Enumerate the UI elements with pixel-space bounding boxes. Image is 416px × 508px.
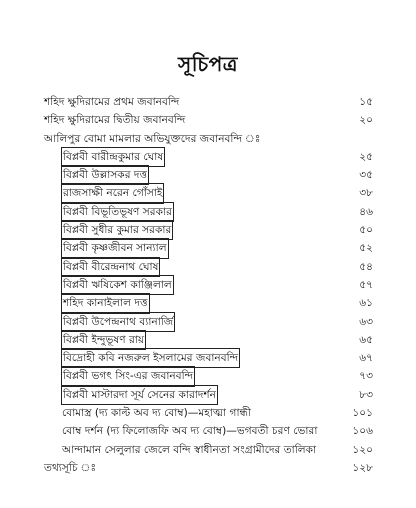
toc-entry-title: বিপ্লবী বীরেন্দ্রনাথ ঘোষ xyxy=(62,258,159,276)
toc-entry xyxy=(0,239,416,257)
toc-entry-title: রাজসাক্ষী নরেন গোঁসাই xyxy=(62,184,163,202)
toc-entry xyxy=(0,367,416,385)
toc-entry xyxy=(0,422,416,440)
toc-entry xyxy=(0,93,416,111)
toc-entry xyxy=(0,441,416,459)
toc-entry-page-number: ৩৫ xyxy=(359,169,373,182)
toc-entry xyxy=(0,148,416,166)
toc-entry xyxy=(0,276,416,294)
toc-entry xyxy=(0,386,416,404)
toc-entry-title: তথ্যসূচি ঃ xyxy=(44,461,97,474)
toc-entry xyxy=(0,404,416,422)
toc-entry xyxy=(0,166,416,184)
toc-entry-page-number: ৭৩ xyxy=(359,370,373,383)
toc-entry xyxy=(0,258,416,276)
toc-entry-page-number: ৬১ xyxy=(359,297,373,310)
toc-entry-title: শহিদ ক্ষুদিরামের প্রথম জবানবন্দি xyxy=(44,96,180,108)
toc-entry-page-number: ১২৮ xyxy=(352,461,373,474)
toc-entry-title: আলিপুর বোমা মামলার অভিযুক্তদের জবানবন্দি ঃ xyxy=(44,132,261,145)
toc-entry-title: বিপ্লবী বিভূতিভূষণ সরকার xyxy=(62,203,173,221)
toc-entry-page-number: ৫০ xyxy=(359,224,373,237)
toc-entry-page-number: ৫২ xyxy=(359,242,373,255)
toc-entry-page-number: ৬৫ xyxy=(359,333,373,346)
page-title: সূচিপত্র xyxy=(178,52,238,76)
toc-entry-page-number: ১০৬ xyxy=(352,425,373,438)
toc-entry xyxy=(0,331,416,349)
toc-entry-title: বিপ্লবী উল্লাসকর দত্ত xyxy=(62,166,148,184)
toc-entry xyxy=(0,221,416,239)
toc-entry-title: বোম্ব দর্শন (দ্য ফিলোজফি অব দ্য বোম্ব)—ভগবতী চরণ ভোরা xyxy=(62,425,318,438)
toc-entry xyxy=(0,294,416,312)
toc-entry-title: বিপ্লবী ভগৎ সিং-এর জবানবন্দি xyxy=(62,367,194,385)
toc-entry-title: বোমাস্ত্র (দ্য কাল্ট অব দ্য বোম্ব)—মহাত্মা গান্ধী xyxy=(62,407,251,420)
toc-entry-title: বিপ্লবী ঋষিকেশ কাঞ্জিলাল xyxy=(62,276,173,294)
toc-entry-title: বিপ্লবী মাস্টারদা সূর্য সেনের কারাদর্শন xyxy=(62,386,217,404)
toc-entry-title: আন্দামান সেলুলার জেলে বন্দি স্বাধীনতা সংগ্রামীদের তালিকা xyxy=(62,443,317,456)
toc-entry-title: বিপ্লবী সুধীর কুমার সরকার xyxy=(62,221,172,239)
toc-entry-page-number: ৬৭ xyxy=(359,352,373,365)
toc-entry-page-number: ৮৩ xyxy=(359,388,373,401)
toc-entry-title: বিপ্লবী ইন্দুভূষণ রায় xyxy=(62,331,145,349)
toc-entry-page-number: ৪৬ xyxy=(359,205,373,218)
toc-entry-page-number: ৫৪ xyxy=(359,260,373,273)
toc-entry-title: বিদ্রোহী কবি নজরুল ইসলামের জবানবন্দি xyxy=(62,349,239,367)
toc-entry xyxy=(0,184,416,202)
toc-entry-title: বিপ্লবী কৃষ্ণজীবন সান্যাল xyxy=(62,239,168,257)
toc-entry-page-number: ৬৩ xyxy=(359,315,373,328)
toc-entry xyxy=(0,203,416,221)
toc-entry-page-number: ১২০ xyxy=(352,443,373,456)
toc-list xyxy=(0,93,416,477)
toc-entry-title: শহিদ কানাইলাল দত্ত xyxy=(62,294,149,312)
toc-entry xyxy=(0,313,416,331)
toc-entry-page-number: ১৫ xyxy=(359,96,373,108)
toc-entry-page-number: ৩৮ xyxy=(359,187,373,200)
toc-entry-title: শহিদ ক্ষুদিরামের দ্বিতীয় জবানবন্দি xyxy=(44,114,186,127)
toc-entry xyxy=(0,459,416,477)
toc-entry-page-number: ২০ xyxy=(359,114,373,127)
toc-entry-page-number: ২৫ xyxy=(359,150,373,163)
toc-entry-page-number: ৫৭ xyxy=(359,278,373,291)
toc-entry xyxy=(0,130,416,148)
toc-entry xyxy=(0,111,416,129)
toc-entry-page-number: ১০১ xyxy=(352,407,373,420)
toc-entry-title: বিপ্লবী বারীন্দ্রকুমার ঘোষ xyxy=(62,148,164,166)
toc-entry-title: বিপ্লবী উপেন্দ্রনাথ ব্যানার্জি xyxy=(62,313,174,331)
toc-entry xyxy=(0,349,416,367)
